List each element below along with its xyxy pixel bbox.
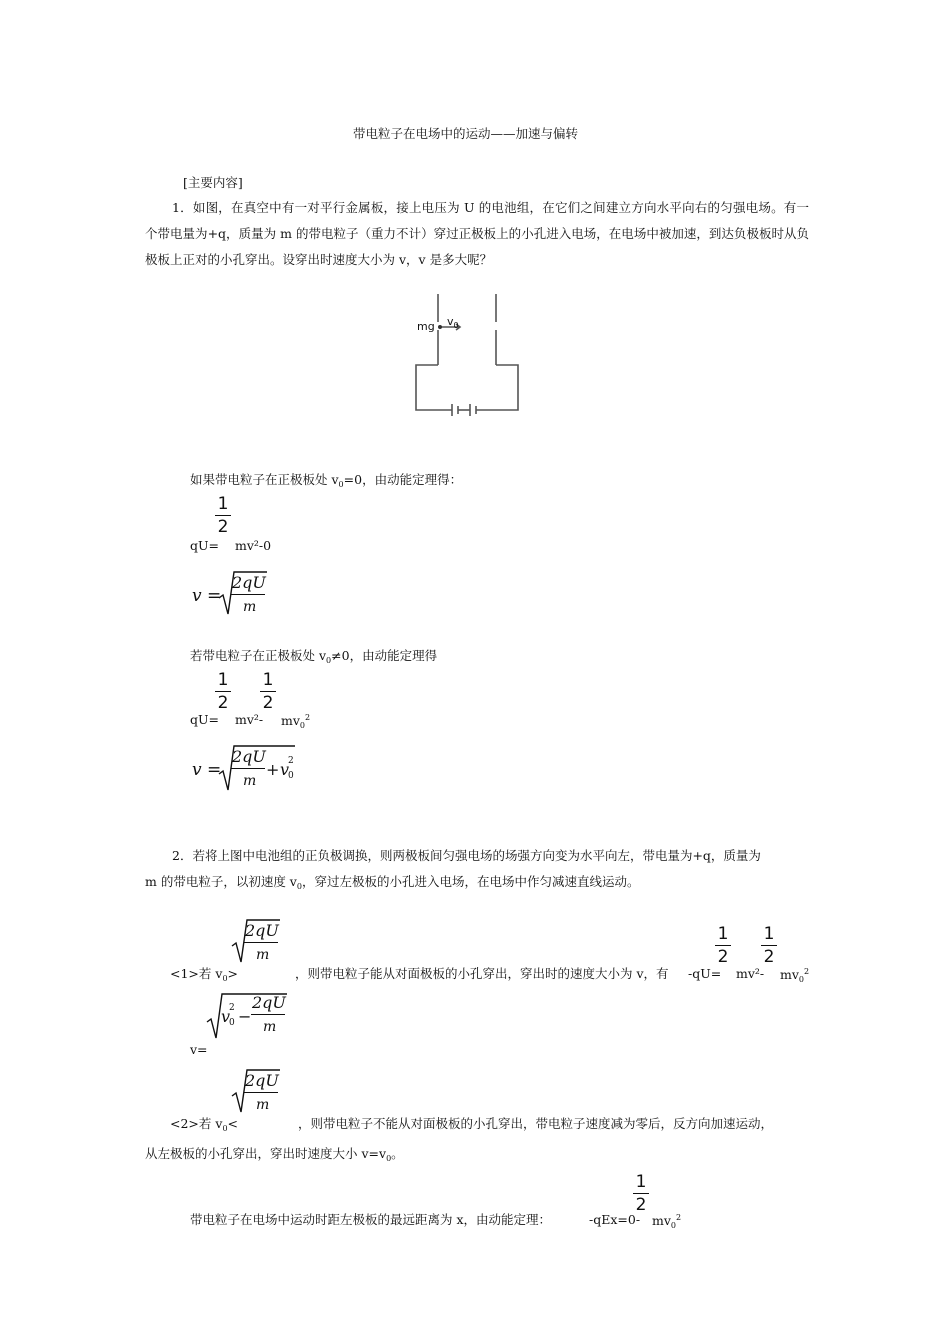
section-heading: [主要内容] [183,175,243,190]
equation-2-lhs: qU= [190,712,220,727]
formula-5-den: m [256,1097,270,1113]
case-zero-text: 如果带电粒子在正极板处 $v_0=0$，由动能定理得： [190,472,463,489]
formula-1-den: m [243,599,257,615]
page-title: 带电粒子在电场中的运动——加速与偏转 [353,126,579,141]
formula-4-num: 2qU [252,993,286,1012]
equation-1-rhs: mv²-0 [235,538,272,553]
formula-2-v: v = [192,760,222,780]
figure-label-v0: $v_0$ [447,315,459,330]
last-line-eq: -qEx=0- [589,1212,641,1227]
formula-3-bar [244,942,278,943]
case-1-condition: <1>若 $v_0>$ [170,966,239,983]
case-1-eq-mid: mv²- [736,966,765,981]
formula-5-bar [244,1092,278,1093]
case-2-line-2: 从左极板的小孔穿出，穿出时速度大小 $v=v_0$。 [145,1146,404,1163]
formula-2-v0sq: v [280,760,290,779]
case-nonzero-text: 若带电粒子在正极板处 $v_0\ne 0$，由动能定理得 [190,648,438,665]
fraction-half: 1 2 [633,1172,649,1215]
equation-2-mid: mv²- [235,712,264,727]
case-1-eq-lhs: -qU= [688,966,722,981]
fraction-half: 1 2 [761,924,777,967]
case-2-condition: <2>若 $v_0<$ [170,1116,239,1133]
formula-5-num: 2qU [245,1071,279,1090]
formula-1-v: v = [192,586,222,606]
formula-4-v0sq-sub: 0 [229,1018,235,1028]
fraction-half: 1 2 [260,670,276,713]
formula-2-num: 2qU [232,747,266,766]
fraction-half: 1 2 [715,924,731,967]
last-line-text: 带电粒子在电场中运动时距左极板的最远距离为 x，由动能定理： [190,1212,552,1227]
formula-3-den: m [256,947,270,963]
formula-2-bar [231,768,265,769]
formula-4-v0sq: v [221,1007,231,1026]
fraction-half: 1 2 [215,670,231,713]
formula-2-plus: + [266,760,280,779]
circuit-diagram [414,292,524,417]
case-2-text: ，则带电粒子不能从对面极板的小孔穿出，带电粒子速度减为零后，反方向加速运动， [298,1116,774,1131]
equation-2-rhs: $mv_0^2$ [281,713,311,730]
formula-1-bar [231,594,265,595]
formula-4-v0sq-sup: 2 [229,1003,235,1013]
paragraph-2-line-2: m 的带电粒子，以初速度 $v_0$，穿过左极板的小孔进入电场，在电场中作匀减速直线运动。 [145,874,640,891]
formula-2-v0sq-sup: 2 [288,756,294,766]
case-1-v-label: v= [190,1042,208,1057]
formula-3-num: 2qU [245,921,279,940]
formula-1-num: 2qU [232,573,266,592]
formula-2-v0sq-sub: 0 [288,771,294,781]
figure-label-mg: mg [417,320,435,333]
formula-4-den: m [263,1019,277,1035]
formula-4-bar [251,1014,285,1015]
case-1-eq-rhs: $mv_0^2$ [780,967,810,984]
last-line-rhs: $mv_0^2$ [652,1213,682,1230]
fraction-half: 1 2 [215,494,231,537]
paragraph-2-line-1: 2．若将上图中电池组的正负极调换，则两极板间匀强电场的场强方向变为水平向左，带电量为+q，质量为 [172,848,761,863]
formula-2-den: m [243,773,257,789]
paragraph-1: 1．如图，在真空中有一对平行金属板，接上电压为 U 的电池组，在它们之间建立方向水平向右的匀强电场。有一个带电量为+q，质量为 m 的带电粒子（重力不计）穿过正极板上的小孔进入电场，在电场中被加速，到达负极板时从负极板上正对的小孔穿出。设穿出时速度大小为 v，v 是多大呢？ [145,200,809,267]
formula-4-minus: − [238,1007,252,1026]
equation-1-lhs: qU= [190,538,220,553]
case-1-text: ，则带电粒子能从对面极板的小孔穿出，穿出时的速度大小为 v，有 [295,966,669,981]
